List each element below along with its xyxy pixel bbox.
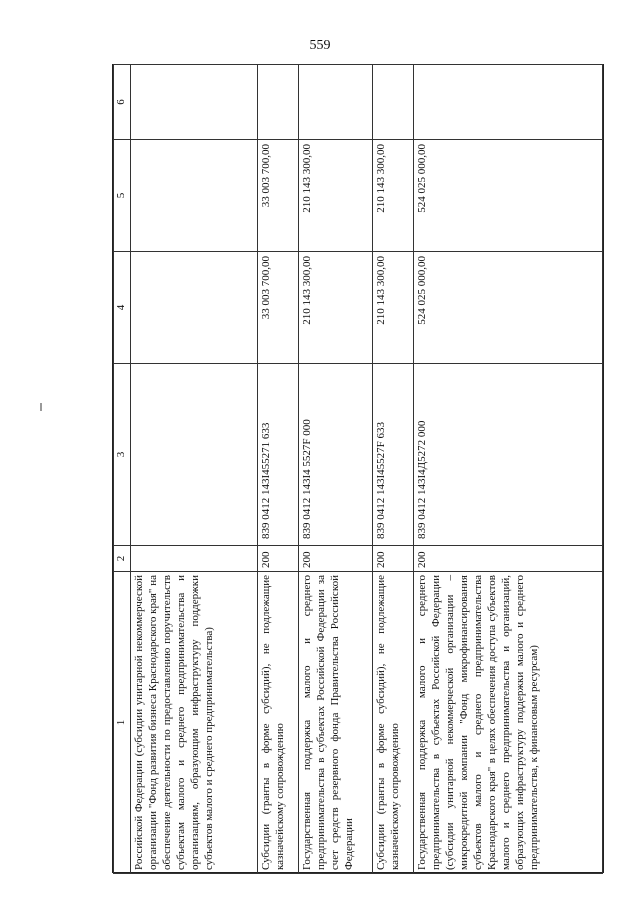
row-code: 839 0412 143I4 5527F 000 (299, 364, 372, 546)
row-description: Субсидии (гранты в форме субсидий), не подлежащие казначейскому сопровождению (372, 572, 413, 874)
row-amount-5: 210 143 300,00 (299, 140, 372, 252)
row-amount-4: 210 143 300,00 (299, 252, 372, 364)
budget-table (113, 64, 603, 874)
row-col2: 200 (372, 546, 413, 572)
row-description: Субсидии (гранты в форме субсидий), не подлежащие казначейскому сопровождению (258, 572, 299, 874)
row-code: 839 0412 143I455271 633 (258, 364, 299, 546)
header-cell-4: 4 (114, 252, 131, 364)
row-code: 839 0412 143I4Д5272 000 (413, 364, 602, 546)
row-code: 839 0412 143I45527F 633 (372, 364, 413, 546)
scan-mark (40, 403, 42, 411)
row-col6 (258, 65, 299, 140)
row-col6 (131, 65, 258, 140)
row-col2: 200 (258, 546, 299, 572)
header-cell-1: 1 (114, 572, 131, 874)
row-amount-5: 524 025 000,00 (413, 140, 602, 252)
header-cell-6: 6 (114, 65, 131, 140)
header-cell-3: 3 (114, 364, 131, 546)
budget-table-frame (112, 64, 604, 873)
row-description: Государственная поддержка малого и среднего предпринимательства в субъектах Российской Федерации за счет средств резервного фонда Правительства Российской Федерации (299, 572, 372, 874)
table-row (372, 65, 413, 874)
table-row (413, 65, 602, 874)
row-amount-4: 33 003 700,00 (258, 252, 299, 364)
header-cell-2: 2 (114, 546, 131, 572)
table-header-row (114, 65, 131, 874)
rotated-table-container (113, 65, 605, 874)
row-amount-5 (131, 140, 258, 252)
table-row (258, 65, 299, 874)
table-row (299, 65, 372, 874)
table-row (131, 65, 258, 874)
row-amount-4: 524 025 000,00 (413, 252, 602, 364)
row-col2: 200 (413, 546, 602, 572)
page-number: 559 (309, 38, 331, 53)
row-description: Государственная поддержка малого и среднего предпринимательства в субъектах Российской Федерации (субсидии унитарной некоммерческой организации – микрокредитной компании "Фонд микрофинансирования субъектов малого и среднего предпринимательства Краснодарского края" в целях обеспечения доступа субъектов малого и среднего предпринимательства и организаций, образующих инфраструктуру поддержки малого и среднего предпринимательства, к финансовым ресурсам) (413, 572, 602, 874)
row-amount-5: 210 143 300,00 (372, 140, 413, 252)
row-amount-4: 210 143 300,00 (372, 252, 413, 364)
row-code (131, 364, 258, 546)
row-amount-4 (131, 252, 258, 364)
row-col6 (413, 65, 602, 140)
row-col2: 200 (299, 546, 372, 572)
row-col2 (131, 546, 258, 572)
row-col6 (299, 65, 372, 140)
row-amount-5: 33 003 700,00 (258, 140, 299, 252)
header-cell-5: 5 (114, 140, 131, 252)
row-description: Российской Федерации (субсидии унитарной некоммерческой организации "Фонд развития бизнеса Краснодарского края" на обеспечение деятельности по предоставлению поручительств субъектам малого и среднего предпринимательства и организациям, образующим инфраструктуру поддержки субъектов малого и среднего предпринимательства) (131, 572, 258, 874)
row-col6 (372, 65, 413, 140)
